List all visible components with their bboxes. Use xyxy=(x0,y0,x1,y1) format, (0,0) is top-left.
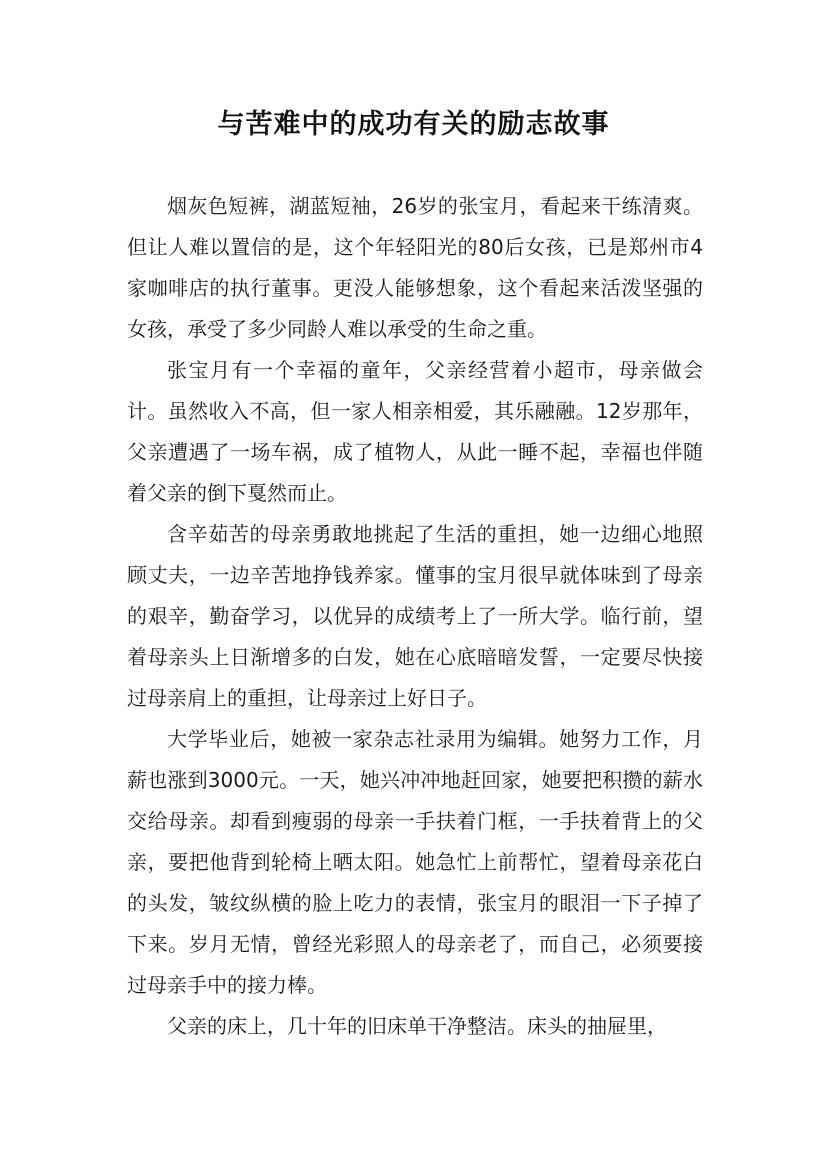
document-title: 与苦难中的成功有关的励志故事 xyxy=(217,109,610,140)
paragraph-5: 父亲的床上，几十年的旧床单干净整洁。床头的抽屉里， xyxy=(167,1014,667,1038)
paragraph-1: 烟灰色短裤，湖蓝短袖，26岁的张宝月，看起来干练清爽。但让人难以置信的是，这个年轻阳光的80后女孩，已是郑州市4家咖啡店的执行董事。更没人能够想象，这个看起来活泼坚强的女孩，承受了多少同龄人难以承受的生命之重。 xyxy=(127,194,703,341)
paragraph-3: 含辛茹苦的母亲勇敢地挑起了生活的重担，她一边细心地照顾丈夫，一边辛苦地挣钱养家。懂事的宝月很早就体味到了母亲的艰辛，勤奋学习，以优异的成绩考上了一所大学。临行前，望着母亲头上日渐增多的白发，她在心底暗暗发誓，一定要尽快接过母亲肩上的重担，让母亲过上好日子。 xyxy=(127,522,703,710)
paragraph-4: 大学毕业后，她被一家杂志社录用为编辑。她努力工作，月薪也涨到3000元。一天，她兴冲冲地赶回家，她要把积攒的薪水交给母亲。却看到瘦弱的母亲一手扶着门框，一手扶着背上的父亲，要把他背到轮椅上晒太阳。她急忙上前帮忙，望着母亲花白的头发，皱纹纵横的脸上吃力的表情，张宝月的眼泪一下子掉了下来。岁月无情，曾经光彩照人的母亲老了，而自己，必须要接过母亲手中的接力棒。 xyxy=(127,727,703,997)
paragraph-2: 张宝月有一个幸福的童年，父亲经营着小超市，母亲做会计。虽然收入不高，但一家人相亲相爱，其乐融融。12岁那年，父亲遭遇了一场车祸，成了植物人，从此一睡不起，幸福也伴随着父亲的倒下戛然而止。 xyxy=(127,358,703,505)
document-body xyxy=(127,186,703,1047)
